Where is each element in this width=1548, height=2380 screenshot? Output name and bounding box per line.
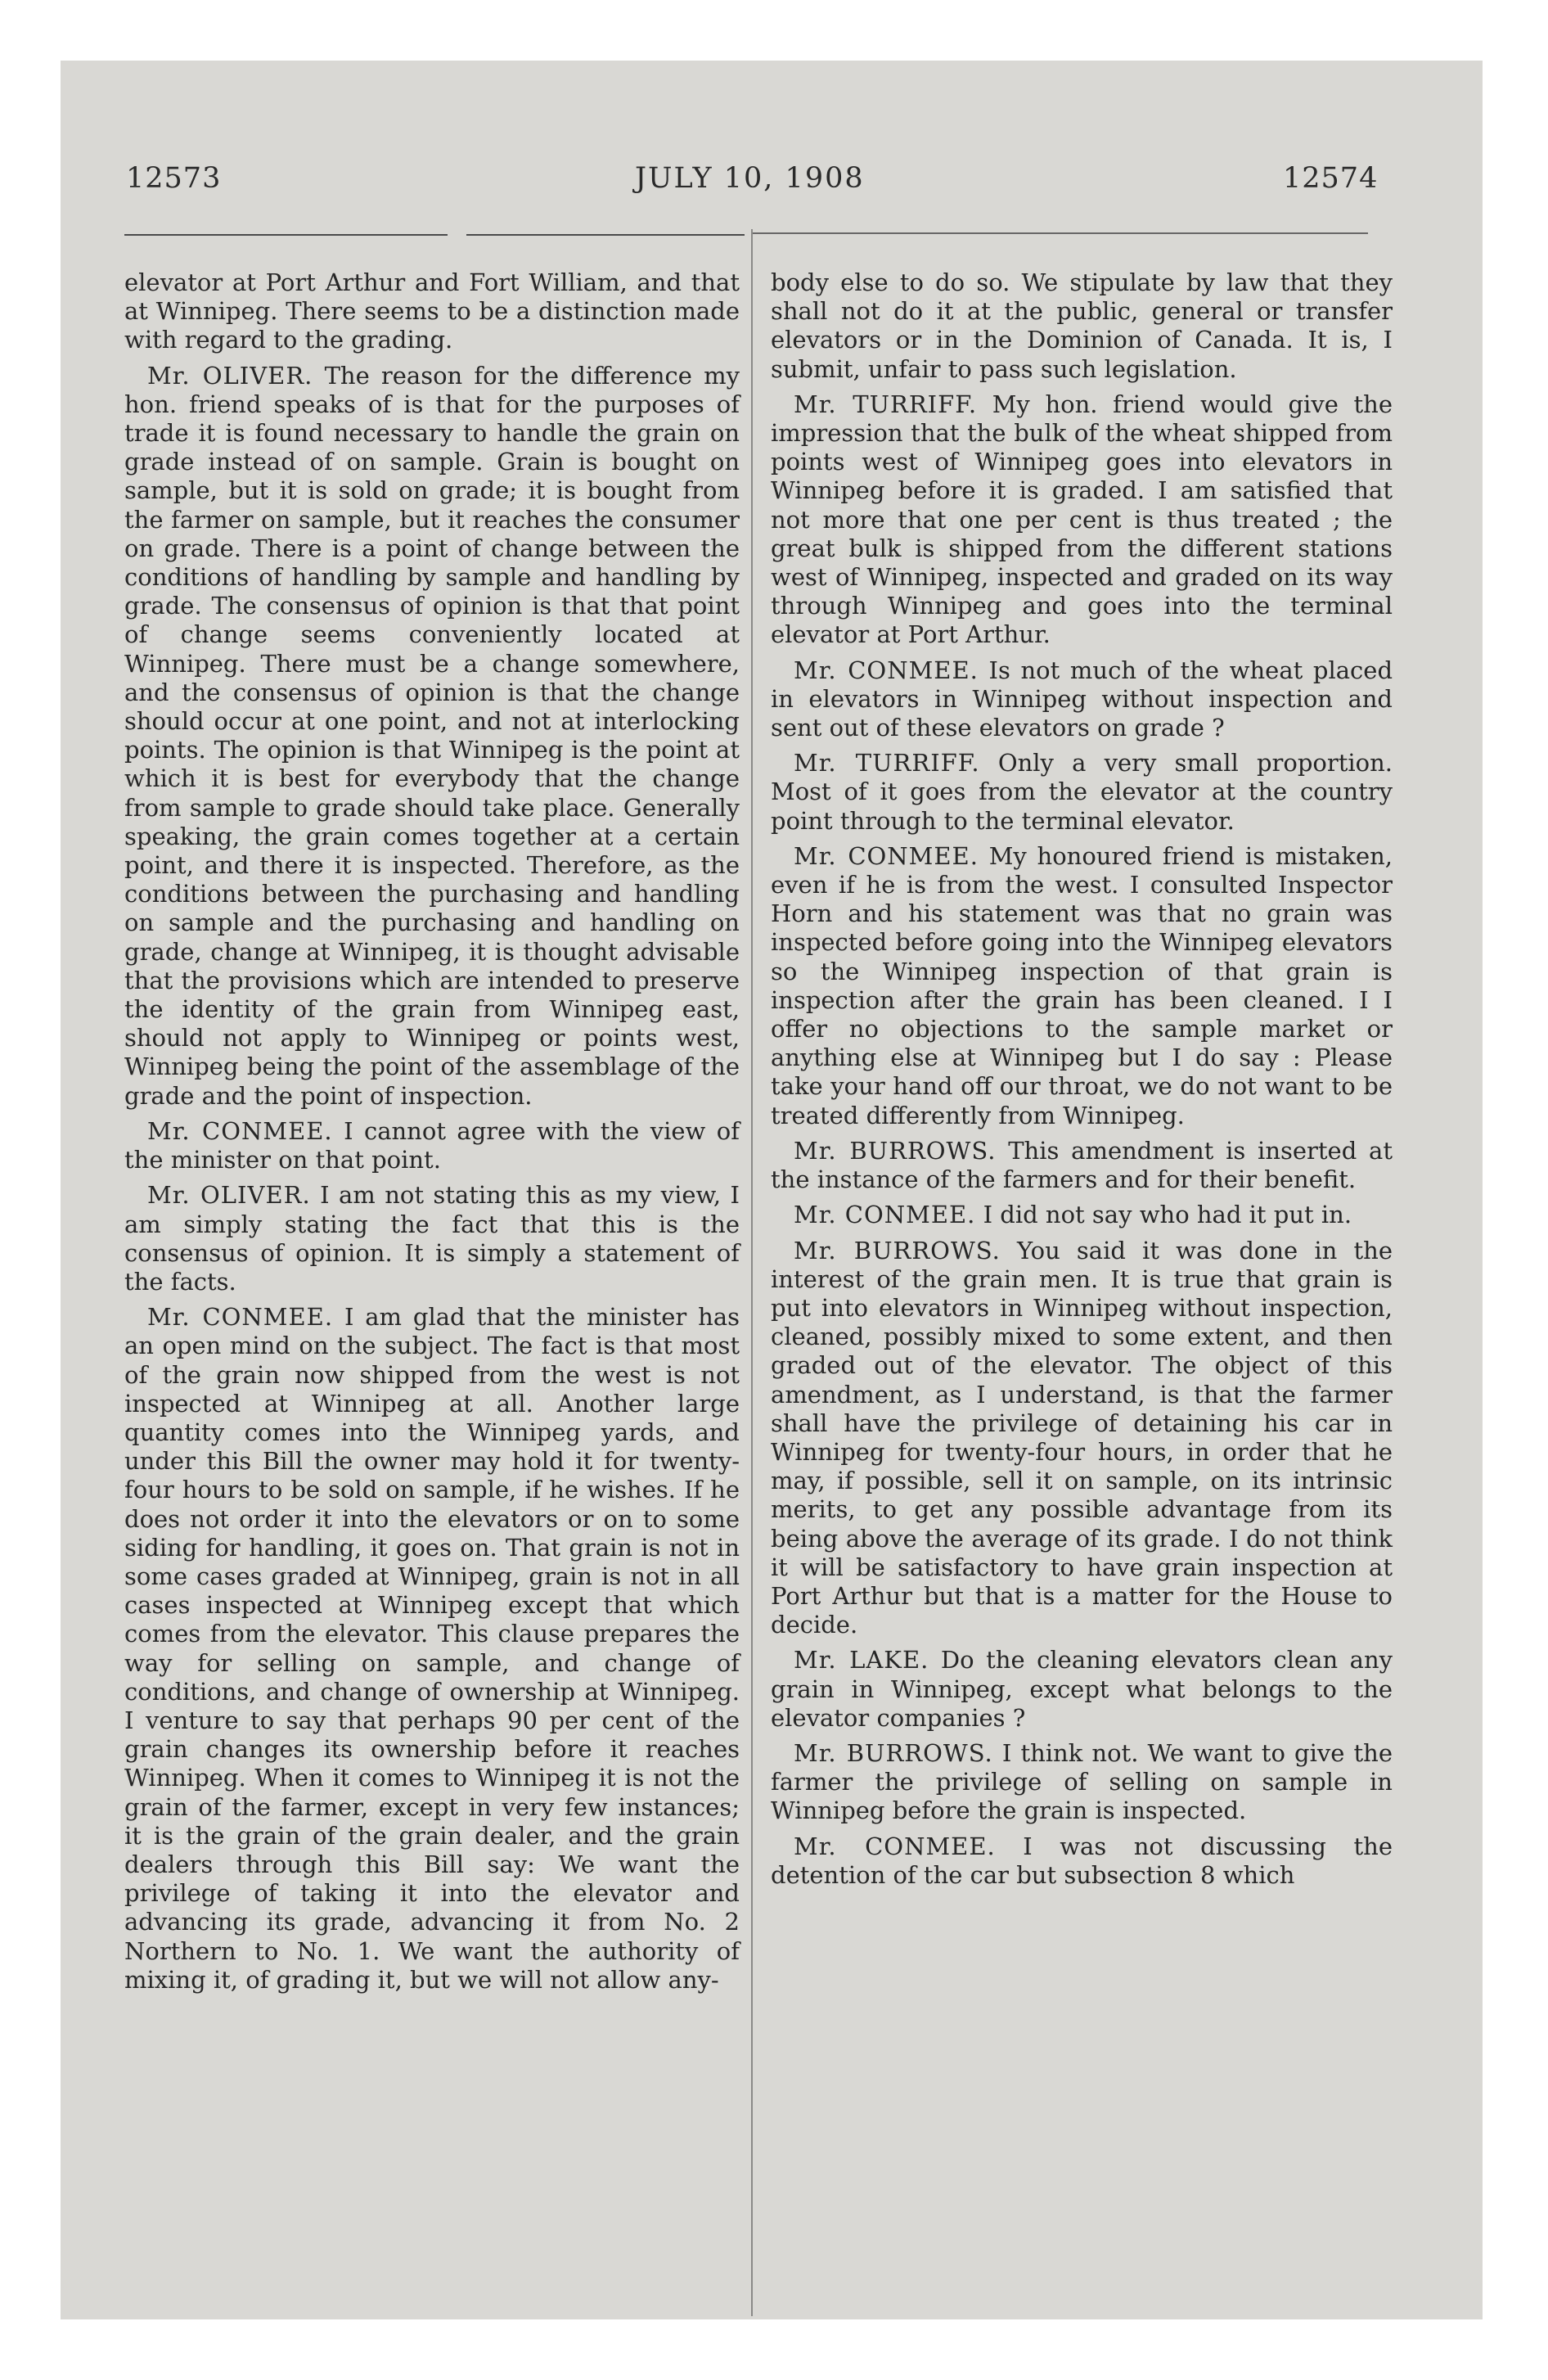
speaker-name: Mr. TURRIFF. — [794, 390, 978, 418]
paragraph — [771, 842, 1393, 1130]
speech-text: Is not much of the wheat placed in elevators in Winnipeg without inspection and sent out of these elevators on grade ? — [771, 656, 1393, 742]
speech-text: Do the cleaning elevators clean any grain in Winnipeg, except what belongs to the elevator companies ? — [771, 1646, 1393, 1732]
speech-text: My honoured friend is mistaken, even if he is from the west. I consulted Inspector Horn and his statement was that no grain was inspected before going into the Winnipeg elevators so the Winnipeg inspection of that grain is inspection after the grain has been cleaned. I I offer no objections to the sample market or anything else at Winnipeg but I do say : Please take your hand off our throat, we do not want to be treated differently from Winnipeg. — [771, 841, 1393, 1129]
paragraph — [124, 1181, 740, 1296]
speaker-name: Mr. TURRIFF. — [794, 749, 980, 778]
paragraph — [771, 1739, 1393, 1826]
paragraph — [124, 268, 740, 355]
page-number-left: 12573 — [126, 162, 222, 195]
speech-text: I am glad that the minister has an open mind on the subject. The fact is that most of the grain now shipped from the west is not inspected at Winnipeg at all. Another large quantity comes into the Winnipeg yards, and under this Bill the owner may hold it for twenty-four hours to be sold on sample, if he wishes. If he does not order it into the elevators or on to some siding for handling, it goes on. That grain is not in some cases graded at Winnipeg, grain is not in all cases inspected at Winnipeg except that which comes from the elevator. This clause prepares the way for selling on sample, and change of conditions, and change of ownership at Winnipeg. I venture to say that perhaps 90 per cent of the grain changes its ownership before it reaches Winnipeg. When it comes to Winnipeg it is not the grain of the farmer, except in very few instances; it is the grain of the grain dealer, and the grain dealers through this Bill say: We want the privilege of taking it into the elevator and advancing its grade, advancing it from No. 2 Northern to No. 1. We want the authority of mixing it, of grading it, but we will not allow any- — [124, 1303, 740, 1994]
column-divider — [751, 229, 753, 2316]
left-column — [124, 268, 740, 2001]
speaker-name: Mr. CONMEE. — [147, 1303, 334, 1332]
speech-text: I am not stating this as my view, I am simply stating the fact that this is the consensus of opinion. It is simply a statement of the facts. — [124, 1181, 740, 1296]
right-column — [771, 268, 1393, 1896]
speaker-name: Mr. CONMEE. — [794, 1201, 976, 1229]
speech-text: I cannot agree with the view of the minister on that point. — [124, 1116, 740, 1174]
paragraph — [771, 268, 1393, 384]
paragraph — [771, 1646, 1393, 1733]
speech-text: The reason for the difference my hon. friend speaks of is that for the purposes of trade it is found necessary to handle the grain on grade instead of on sample. Grain is bought on sample, but it is sold on grade; it is bought from the farmer on sample, but it reaches the consumer on grade. There is a point of change between the conditions of handling by sample and handling by grade. The consensus of opinion is that that point of change seems conveniently located at Winnipeg. There must be a change somewhere, and the consensus of opinion is that the change should occur at one point, and not at interlocking points. The opinion is that Winnipeg is the point at which it is best for everybody that the change from sample to grade should take place. Generally speaking, the grain comes together at a certain point, and there it is inspected. Therefore, as the conditions between the purchasing and handling on sample and the purchasing and handling on grade, change at Winnipeg, it is thought advisable that the provisions which are intended to preserve the identity of the grain from Winnipeg east, should not apply to Winnipeg or points west, Winnipeg being the point of the assemblage of the grade and the point of inspection. — [124, 361, 740, 1110]
speech-text: I think not. We want to give the farmer the privilege of selling on sample in Winnipeg before the grain is inspected. — [771, 1738, 1393, 1825]
speaker-name: Mr. BURROWS. — [794, 1136, 997, 1165]
speaker-name: Mr. CONMEE. — [794, 1832, 996, 1860]
speaker-name: Mr. CONMEE. — [794, 841, 979, 870]
speech-text: body else to do so. We stipulate by law that they shall not do it at the public, general or transfer elevators or in the Dominion of Canada. It is, I submit, unfair to pass such legislation. — [771, 268, 1393, 383]
speech-text: You said it was done in the interest of the grain men. It is true that grain is put into elevators in Winnipeg without inspection, cleaned, possibly mixed to some extent, and then graded out of the elevator. The object of this amendment, as I understand, is that the farmer shall have the privilege of detaining his car in Winnipeg for twenty-four hours, in order that he may, if possible, sell it on sample, on its intrinsic merits, to get any possible advantage from its being above the average of its grade. I do not think it will be satisfactory to have grain inspection at Port Arthur but that is a matter for the House to decide. — [771, 1236, 1393, 1639]
speaker-name: Mr. OLIVER. — [147, 1181, 311, 1210]
paragraph — [124, 362, 740, 1111]
paragraph — [771, 1237, 1393, 1640]
speech-text: My hon. friend would give the impression that the bulk of the wheat shipped from points west of Winnipeg goes into elevators in Winnipeg before it is graded. I am satisfied that not more that one per cent is thus treated ; the great bulk is shipped from the different stations west of Winnipeg, inspected and graded on its way through Winnipeg and goes into the terminal elevator at Port Arthur. — [771, 390, 1393, 649]
paragraph — [771, 749, 1393, 836]
speech-text: Only a very small proportion. Most of it goes from the elevator at the country point through to the terminal elevator. — [771, 749, 1393, 835]
page-date: JULY 10, 1908 — [635, 162, 865, 195]
paragraph — [771, 656, 1393, 743]
page-header — [0, 162, 1548, 203]
paragraph — [124, 1117, 740, 1174]
speaker-name: Mr. BURROWS. — [794, 1236, 1001, 1264]
header-rule-left — [124, 234, 448, 236]
speaker-name: Mr. CONMEE. — [794, 656, 979, 684]
speaker-name: Mr. CONMEE. — [147, 1116, 333, 1145]
speaker-name: Mr. BURROWS. — [794, 1738, 993, 1767]
speaker-name: Mr. LAKE. — [794, 1646, 929, 1675]
speech-text: I did not say who had it put in. — [983, 1201, 1352, 1229]
header-rule-right — [753, 232, 1368, 234]
speaker-name: Mr. OLIVER. — [147, 361, 313, 390]
header-rule-center — [466, 234, 745, 236]
paragraph — [771, 390, 1393, 650]
speech-text: elevator at Port Arthur and Fort William, and that at Winnipeg. There seems to be a distinction made with regard to the grading. — [124, 268, 740, 354]
speech-text: This amendment is inserted at the instance of the farmers and for their benefit. — [771, 1136, 1393, 1194]
page-number-right: 12574 — [1283, 162, 1379, 195]
paragraph — [124, 1303, 740, 1995]
paragraph — [771, 1832, 1393, 1890]
paragraph — [771, 1137, 1393, 1194]
speech-text: I was not discussing the detention of the car but subsection 8 which — [771, 1832, 1393, 1889]
paragraph — [771, 1201, 1393, 1229]
